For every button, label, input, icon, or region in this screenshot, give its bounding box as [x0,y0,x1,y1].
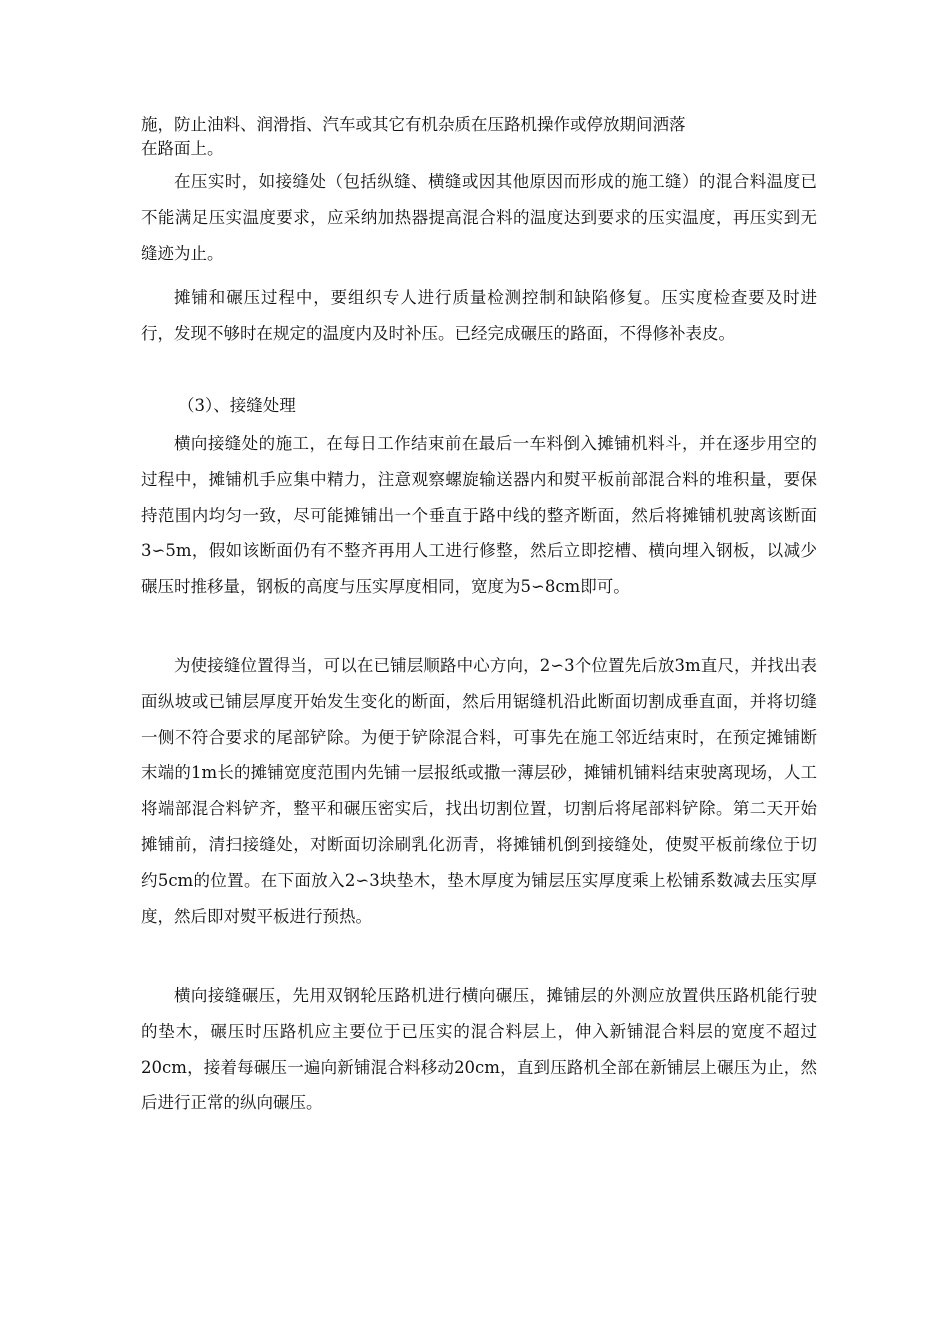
carryover-line-1: 施，防止油料、润滑指、汽车或其它有机杂质在压路机操作或停放期间洒落 [141,115,686,134]
paragraph-compaction-temperature: 在压实时，如接缝处（包括纵缝、横缝或因其他原因而形成的施工缝）的混合料温度已不能满足压实温度要求，应采纳加热器提高混合料的温度达到要求的压实温度，再压实到无缝迹为止。 [141,172,817,263]
paragraph-quality-control: 摊铺和碾压过程中，要组织专人进行质量检测控制和缺陷修复。压实度检查要及时进行，发现不够时在规定的温度内及时补压。已经完成碾压的路面，不得修补表皮。 [141,288,817,343]
section-heading: （3）、接缝处理 [178,396,296,415]
paragraph-transverse-joint: 横向接缝处的施工，在每日工作结束前在最后一车料倒入摊铺机料斗，并在逐步用空的过程中，摊铺机手应集中精力，注意观察螺旋输送器内和熨平板前部混合料的堆积量，要保持范围内均匀一致，尽可能摊铺出一个垂直于路中线的整齐断面，然后将摊铺机驶离该断面3∽5m，假如该断面仍有不整齐再用人工进行修整，然后立即挖槽、横向埋入钢板，以减少碾压时推移量，钢板的高度与压实厚度相同，宽度为5∽8cm即可。 [141,434,817,597]
paragraph-joint-rolling: 横向接缝碾压，先用双钢轮压路机进行横向碾压，摊铺层的外测应放置供压路机能行驶的垫木，碾压时压路机应主要位于已压实的混合料层上，伸入新铺混合料层的宽度不超过20cm，接着每碾压一遍向新铺混合料移动20cm，直到压路机全部在新铺层上碾压为止，然后进行正常的纵向碾压。 [141,986,817,1113]
carryover-line-2: 在路面上。 [141,139,224,158]
paragraph-joint-position: 为使接缝位置得当，可以在已铺层顺路中心方向，2∽3个位置先后放3m直尺，并找出表面纵坡或已铺层厚度开始发生变化的断面，然后用锯缝机沿此断面切割成垂直面，并将切缝一侧不符合要求的尾部铲除。为便于铲除混合料，可事先在施工邻近结束时，在预定摊铺断末端的1m长的摊铺宽度范围内先铺一层报纸或撒一薄层砂，摊铺机铺料结束驶离现场，人工将端部混合料铲齐，整平和碾压密实后，找出切割位置，切割后将尾部料铲除。第二天开始摊铺前，清扫接缝处，对断面切涂刷乳化沥青，将摊铺机倒到接缝处，使熨平板前缘位于切约5cm的位置。在下面放入2∽3块垫木，垫木厚度为铺层压实厚度乘上松铺系数减去压实厚度，然后即对熨平板进行预热。 [141,656,817,926]
